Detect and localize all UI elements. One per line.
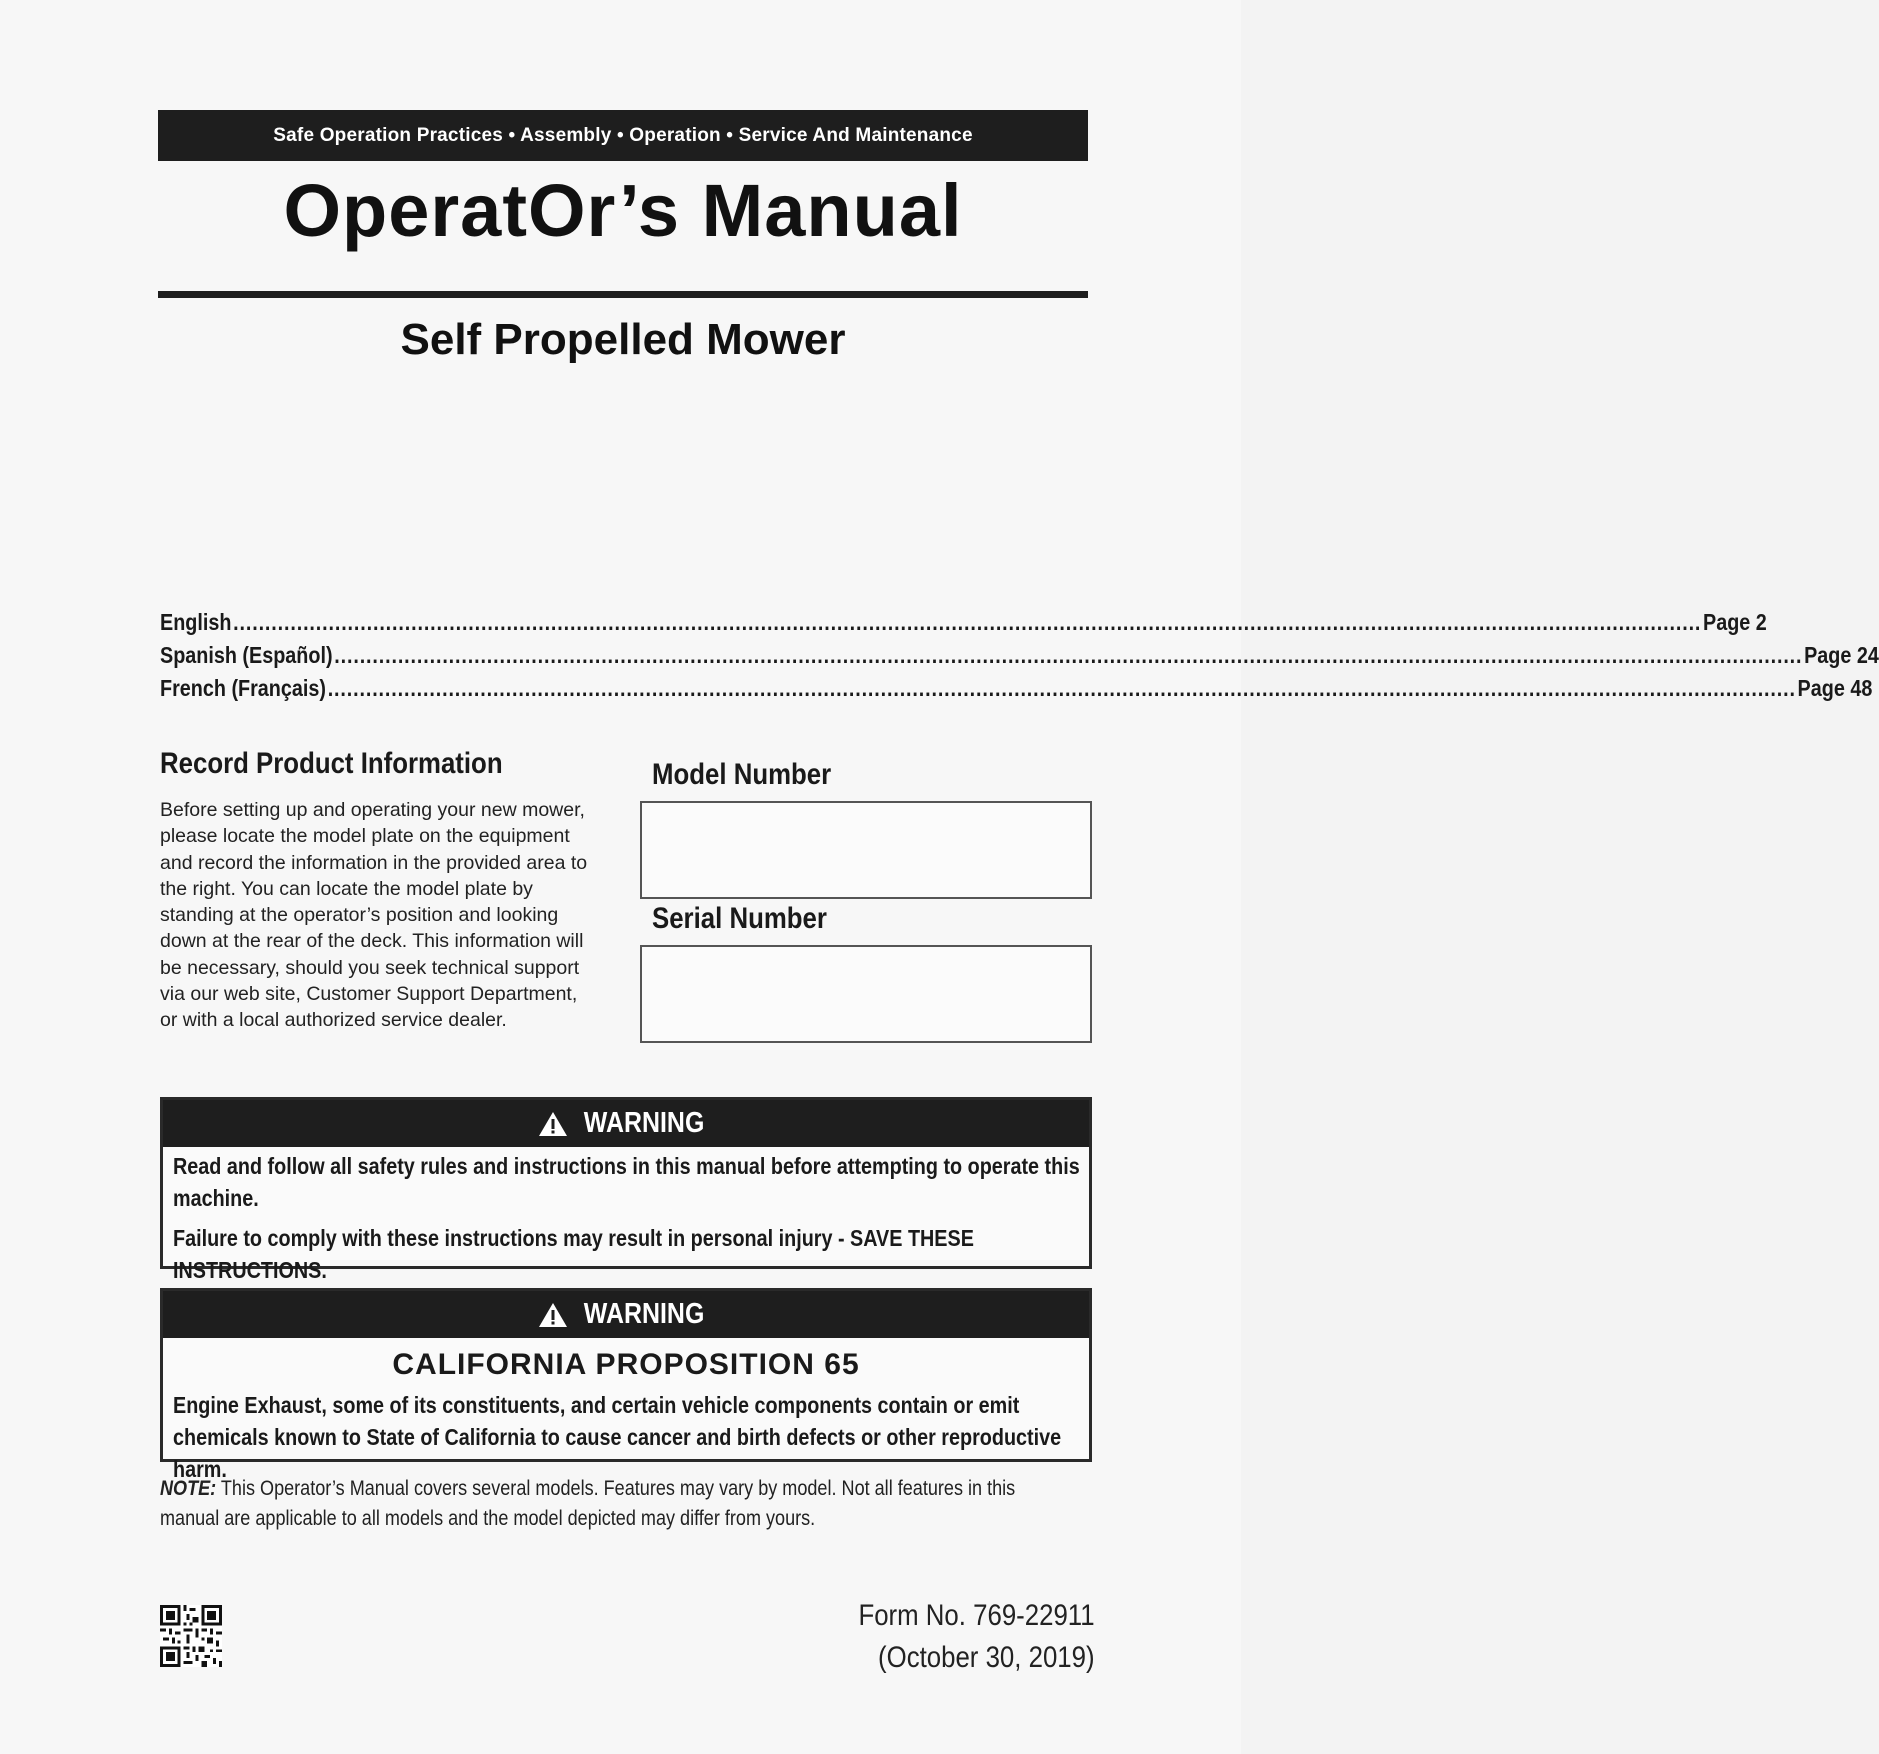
warning-label: WARNING: [583, 1298, 705, 1330]
warning-text: [163, 1147, 1089, 1286]
prop65-paragraph: Engine Exhaust, some of its constituents, and certain vehicle components contain or emit chemicals known to State of California to cause cancer and birth defects or other reproductive harm.: [173, 1392, 1062, 1482]
warning-triangle-icon: [538, 1111, 568, 1137]
note-paragraph: [160, 1474, 1072, 1534]
toc-language: Spanish (Español): [160, 642, 333, 668]
toc-row-spanish[interactable]: [160, 642, 1879, 675]
toc-page: Page 48: [1797, 675, 1873, 701]
toc-language: English: [160, 609, 232, 635]
warning-triangle-icon: [538, 1302, 568, 1328]
toc-row-english[interactable]: [160, 609, 1767, 642]
note-text: This Operator’s Manual covers several models. Features may vary by model. Not all features in this manual are applicable to all models and the model depicted may differ from yours.: [160, 1477, 1016, 1530]
prop65-title: CALIFORNIA PROPOSITION 65: [392, 1348, 860, 1381]
toc-row-french[interactable]: [160, 675, 1873, 708]
warning-paragraph-1: Read and follow all safety rules and instructions in this manual before attempting to operate this machine.: [173, 1153, 1080, 1211]
warning-paragraph-2: Failure to comply with these instructions may result in personal injury - SAVE THESE INSTRUCTIONS.: [173, 1225, 974, 1283]
warning-text: [163, 1386, 1089, 1485]
topics-banner: Safe Operation Practices • Assembly • Operation • Service And Maintenance: [158, 110, 1088, 161]
warning-label: WARNING: [583, 1107, 705, 1139]
form-date: (October 30, 2019): [878, 1641, 1095, 1674]
toc-language: French (Français): [160, 675, 326, 701]
title-divider: [158, 291, 1088, 298]
page-title: OperatOr’s Manual: [283, 169, 963, 252]
serial-number-field[interactable]: [640, 945, 1092, 1043]
toc-leader-dots: .......................................................................................................................................................................................................................................: [327, 675, 1796, 701]
serial-number-label: Serial Number: [652, 902, 827, 935]
form-number-block: [859, 1595, 1095, 1679]
toc-leader-dots: .......................................................................................................................................................................................................................................: [334, 642, 1803, 668]
toc-page: Page 2: [1703, 609, 1767, 635]
toc-leader-dots: .......................................................................................................................................................................................................................................: [233, 609, 1702, 635]
record-info-heading: Record Product Information: [160, 747, 503, 780]
prop65-warning-box: [160, 1288, 1092, 1482]
warning-header: [163, 1291, 1089, 1338]
language-index: [160, 609, 1879, 708]
model-number-label: Model Number: [652, 758, 832, 791]
warning-header: [163, 1100, 1089, 1147]
note-label: NOTE:: [160, 1477, 217, 1500]
page-subtitle: Self Propelled Mower: [400, 315, 846, 364]
safety-warning-box: [160, 1097, 1092, 1283]
model-number-field[interactable]: [640, 801, 1092, 899]
toc-page: Page 24: [1804, 642, 1879, 668]
form-number: Form No. 769-22911: [858, 1599, 1095, 1632]
qr-code-icon[interactable]: [160, 1605, 222, 1667]
record-info-body: Before setting up and operating your new mower, please locate the model plate on the equipment and record the information in the provided area to the right. You can locate the model plate by standing at the operator’s position and looking down at the rear of the deck. This information will be necessary, should you seek technical support via our web site, Customer Support Department, or with a local authorized service dealer.: [160, 799, 588, 1032]
